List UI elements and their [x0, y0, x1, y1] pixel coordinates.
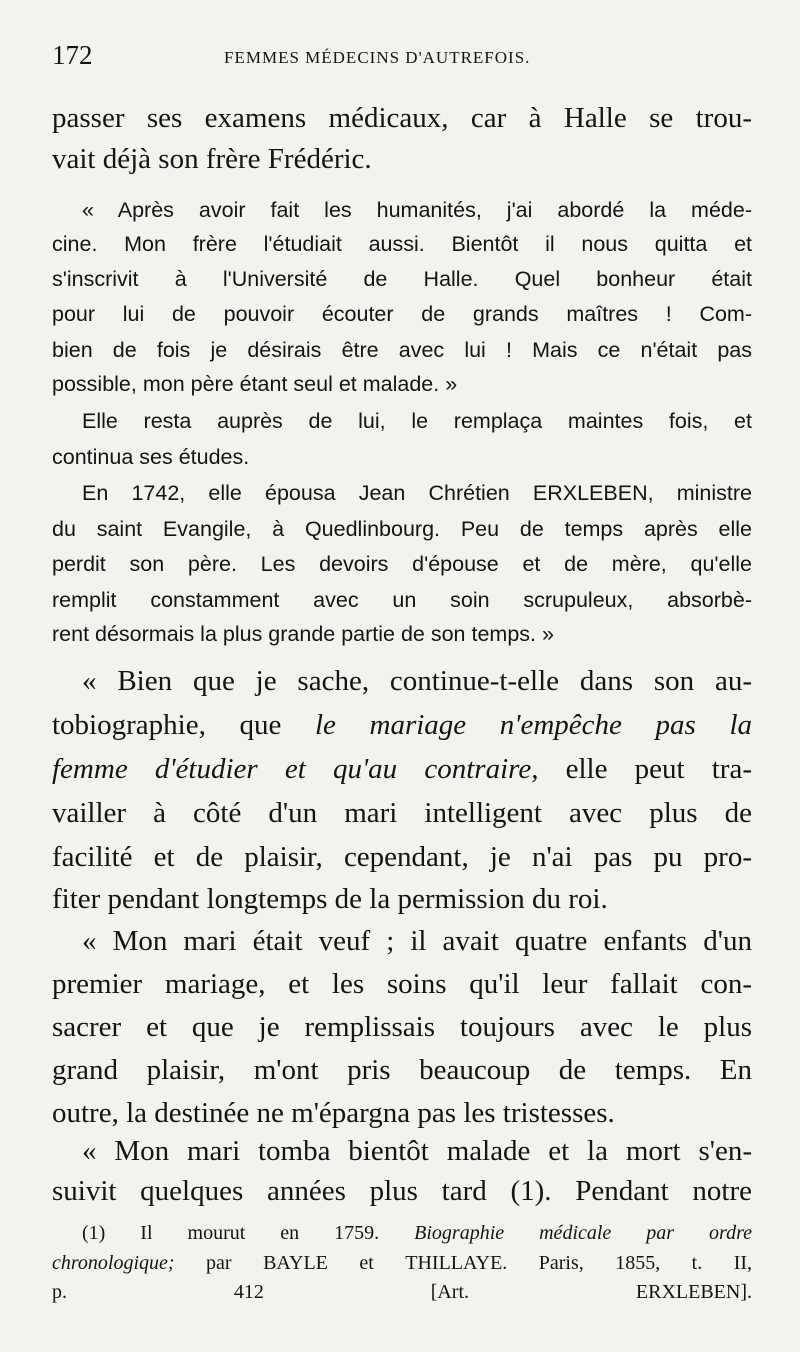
- text-line: facilité et de plaisir, cependant, je n'ai pas pu pro-: [52, 841, 752, 873]
- text-line: s'inscrivit à l'Université de Halle. Quel bonheur était: [52, 267, 752, 291]
- text-line: sacrer et que je remplissais toujours avec le plus: [52, 1011, 752, 1043]
- text-line: pour lui de pouvoir écouter de grands maîtres ! Com-: [52, 302, 752, 326]
- text-line: « Après avoir fait les humanités, j'ai abordé la méde-: [82, 198, 752, 222]
- text-line: « Bien que je sache, continue-t-elle dans son au-: [82, 665, 752, 697]
- text-line: passer ses examens médicaux, car à Halle se trou-: [52, 102, 752, 134]
- text-line: bien de fois je désirais être avec lui ! Mais ce n'était pas: [52, 338, 752, 362]
- text-line: perdit son père. Les devoirs d'épouse et de mère, qu'elle: [52, 552, 752, 576]
- text-line: En 1742, elle épousa Jean Chrétien ERXLEBEN, ministre: [82, 481, 752, 505]
- italic-phrase: le mariage n'empêche pas la: [314, 709, 753, 741]
- running-title: FEMMES MÉDECINS D'AUTREFOIS.: [224, 48, 531, 67]
- italic-phrase: femme d'étudier et qu'au contraire,: [52, 753, 539, 785]
- name-erxleben: ERXLEBEN: [532, 481, 648, 505]
- text-line: continua ses études.: [52, 445, 250, 469]
- text-line: vait déjà son frère Frédéric.: [52, 143, 372, 175]
- text-line: premier mariage, et les soins qu'il leur fallait con-: [52, 968, 752, 1000]
- text-line: fiter pendant longtemps de la permission du roi.: [52, 883, 608, 915]
- page-header: [52, 40, 760, 80]
- text-line: Elle resta auprès de lui, le remplaça maintes fois, et: [82, 409, 752, 433]
- text-line: rent désormais la plus grande partie de son temps. »: [52, 622, 554, 646]
- text-line: du saint Evangile, à Quedlinbourg. Peu de temps après elle: [52, 517, 752, 541]
- footnote-line: chronologique; par BAYLE et THILLAYE. Paris, 1855, t. II,: [52, 1252, 753, 1274]
- text-line: femme d'étudier et qu'au contraire, elle peut tra-: [52, 753, 752, 785]
- text-line: cine. Mon frère l'étudiait aussi. Bientôt il nous quitta et: [52, 232, 752, 256]
- text-line: outre, la destinée ne m'épargna pas les tristesses.: [52, 1097, 615, 1129]
- text-line: suivit quelques années plus tard (1). Pendant notre: [52, 1175, 752, 1207]
- footnote-line: p. 412 [Art. ERXLEBEN].: [52, 1281, 752, 1303]
- page-number: 172: [52, 40, 93, 70]
- text-line: grand plaisir, m'ont pris beaucoup de temps. En: [52, 1054, 752, 1086]
- text-line: « Mon mari tomba bientôt malade et la mort s'en-: [82, 1135, 752, 1167]
- text-line: vailler à côté d'un mari intelligent avec plus de: [52, 797, 752, 829]
- text-line: possible, mon père étant seul et malade. »: [52, 372, 458, 396]
- text-line: « Mon mari était veuf ; il avait quatre enfants d'un: [82, 925, 752, 957]
- footnote-line: (1) Il mourut en 1759. Biographie médicale par ordre: [82, 1222, 753, 1244]
- text-line: remplit constamment avec un soin scrupuleux, absorbè-: [52, 588, 752, 612]
- text-line: tobiographie, que le mariage n'empêche pas la: [52, 709, 753, 741]
